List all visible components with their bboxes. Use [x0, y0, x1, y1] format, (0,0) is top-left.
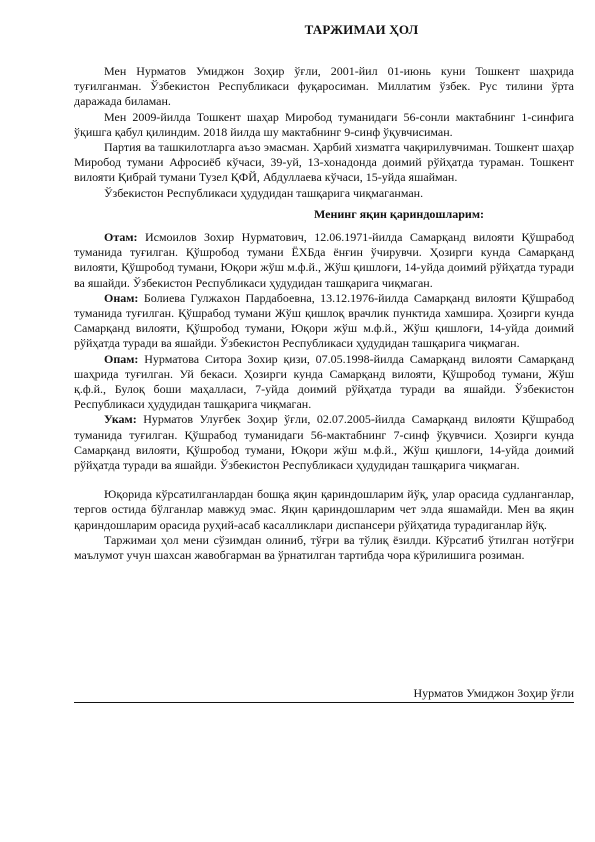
- spacer: [74, 473, 574, 487]
- closing-paragraph: Юқорида кўрсатилганлардан бошқа яқин қариндошларим йўқ, улар орасида судланганлар, тергов остида бўлганлар мавжуд эмас. Яқин қариндошларим чет элда яшамайди. Мен ва яқин қариндошларим орасида руҳий-асаб касалликлари диспансери рўйҳатида турадиганлар йўқ.: [74, 487, 574, 532]
- relative-father: [74, 230, 574, 291]
- relative-text: Нурматов Улуғбек Зоҳир ўғли, 02.07.2005-йилда Самарқанд вилояти Қўшрабод туманида туғилган. Қўшрабод туманидаги 56-мактабнинг 7-синф ўқувчиси. Ҳозирги кунда Самарқанд вилояти, Қўшробод тумани, Юқори жўш м.ф.й., Жўш қишлоғи, 14-уйда доимий рўйҳатда туради ва яшайди. Ўзбекистон Республикаси ҳудудидан ташқарига чиқмаган.: [74, 412, 574, 473]
- document-body: [74, 64, 574, 563]
- relative-label: Отам:: [104, 230, 138, 245]
- intro-paragraph: Партия ва ташкилотларга аъзо эмасман. Ҳарбий хизматга чақирилувчиман. Тошкент шаҳар Миробод тумани Афросиёб кўчаси, 39-уй, 13-хонадонда доимий рўйҳатда тураман. Тошкент вилояти Қибрай тумани Тузел ҚФЙ, Абдуллаева кўчаси, 15-уйда яшайман.: [74, 140, 574, 185]
- relative-text: Нурматова Ситора Зохир қизи, 07.05.1998-йилда Самарқанд вилояти Самарқанд шаҳрида туғилган. Уй бекаси. Ҳозирги кунда Самарқанд вилояти, Қўшробод тумани, Жўш қ.ф.й., Булоқ боши маҳалласи, 7-уйда доимий рўйҳатда туради ва яшайди. Ўзбекистон Республикаси ҳудудидан ташқарига чиқмаган.: [74, 351, 574, 412]
- intro-paragraph: Мен 2009-йилда Тошкент шаҳар Миробод туманидаги 56-сонли мактабнинг 1-синфига ўқишга қабул қилиндим. 2018 йилда шу мактабнинг 9-синф ўқувчисиман.: [74, 109, 574, 139]
- signature-line: [74, 702, 574, 703]
- closing-paragraph: Таржимаи ҳол мени сўзимдан олиниб, тўғри ва тўлиқ ёзилди. Кўрсатиб ўтилган нотўғри маълумот учун шахсан жавобгарман ва ўрнатилган тартибда чора кўрилишига розиман.: [74, 532, 574, 563]
- intro-paragraph: Ўзбекистон Республикаси ҳудудидан ташқарига чиқмаганман.: [104, 185, 424, 200]
- relative-text: Болиева Гулжахон Пардабоевна, 13.12.1976-йилда Самарқанд вилояти Қўшрабод туманида туғилган. Қўшрабод тумани Жўш қишлоқ врачлик пунктида хамшира. Ҳозирги кунда Самарқанд вилояти, Қўшробод тумани, Юқори жўш м.ф.й., Жўш қишлоғи, 14-уйда доимий рўйҳатда туради ва яшайди. Ўзбекистон Республикаси ҳудудидан ташқарига чиқмаган.: [74, 290, 574, 351]
- signature-name: Нурматов Умиджон Зоҳир ўғли: [413, 686, 574, 700]
- relative-brother: [74, 412, 574, 473]
- document-title: ТАРЖИМАИ ҲОЛ: [304, 22, 419, 37]
- relative-label: Опам:: [104, 351, 139, 366]
- relative-label: Онам:: [104, 290, 139, 305]
- intro-paragraph: Мен Нурматов Умиджон Зоҳир ўғли, 2001-йил 01-июнь куни Тошкент шаҳрида туғилганман. Ўзбекистон Республикаси фуқаросиман. Миллатим ўзбек. Рус тилини ўрта даражада биламан.: [74, 64, 574, 109]
- relative-sister: [74, 352, 574, 413]
- relative-label: Укам:: [104, 412, 137, 427]
- relatives-heading: Менинг яқин қариндошларим:: [313, 206, 485, 221]
- relative-mother: [74, 291, 574, 352]
- relative-text: Исмоилов Зохир Нурматович, 12.06.1971-йилда Самарқанд вилояти Қўшрабод туманида туғилган. Қўшробод тумани ЁХБда ёнғин ўчирувчи. Ҳозирги кунда Самарқанд вилояти, Қўшробод тумани, Юқори жўш м.ф.й., Жўш қишлоғи, 14-уйда доимий рўйҳатда туради ва яшайди. Ўзбекистон Республикаси ҳудудидан ташқарига чиқмаган.: [74, 230, 574, 290]
